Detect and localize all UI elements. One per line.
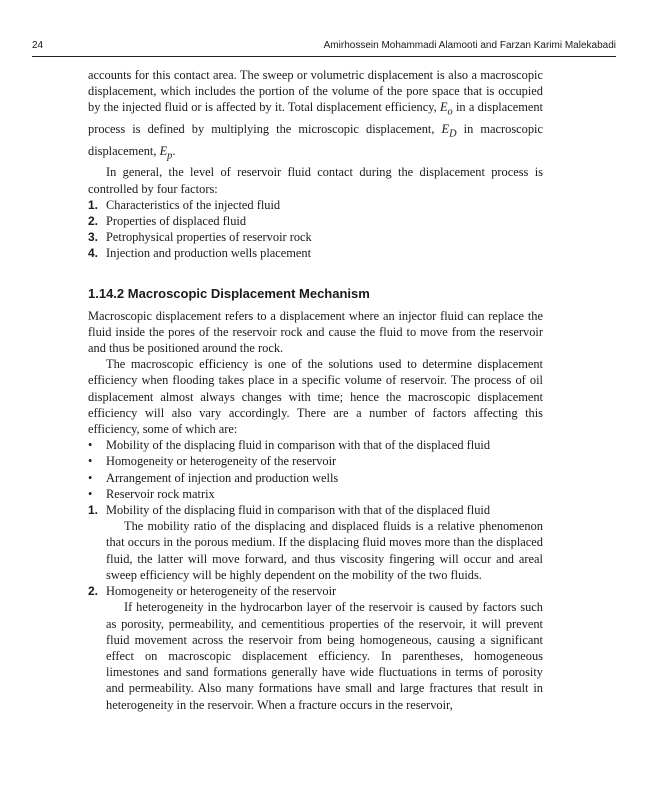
- detail-body: If heterogeneity in the hydrocarbon layer of the reservoir is caused by factors such as porosity, permeability, and cementitious properties of the reservoir, it will prevent fluid movement across the reservoir from being homogeneous, causing a significant effect on macroscopic displacement efficiency. In parentheses, homogeneous limestones and sand formations generally have wide fluctuations in terms of porosity and permeability. Also many formations have small and large fractures that result in heterogeneity in the reservoir. When a fracture occurs in the reservoir,: [106, 600, 543, 712]
- list-item: • Homogeneity or heterogeneity of the reservoir: [88, 454, 337, 469]
- intro-text-1: accounts for this contact area. The sweep or volumetric displacement is also a macroscopic displacement, which includes the portion of the volume of the pore space that is occupied by the injected fluid or is affected by it. Total displacement efficiency,: [88, 68, 543, 115]
- factors-bullet-list: [88, 437, 543, 502]
- details-list: [88, 502, 543, 713]
- intro-text-2: in a displacement process is defined by multiplying the microscopic displacement,: [88, 100, 543, 137]
- symbol-ed: $E_D$: [441, 122, 457, 140]
- detail-body: The mobility ratio of the displacing and displaced fluids is a relative phenomenon that occurs in the porous medium. If the displacing fluid moves more than the displaced fluid, the latter will move forward, and thus viscosity fingering will occur and areal sweep efficiency will be highly dependent on the mobility of the two fluids.: [106, 519, 543, 582]
- list-item: • Mobility of the displacing fluid in comparison with that of the displaced fluid: [88, 438, 491, 453]
- intro-paragraph: accounts for this contact area. The sweep or volumetric displacement is also a macroscopic displacement, which includes the portion of the volume of the pore space that is occupied by the injected fluid or is affected by it. Total displacement efficiency, $E_o$ in a displacement process is defined by multiplying the microscopic displacement, $E_D$ in macroscopic displacement, $E_p$.: [88, 68, 543, 162]
- symbol-ep: $E_p$: [159, 143, 173, 162]
- section-paragraph-1: Macroscopic displacement refers to a displacement where an injector fluid can replace the fluid inside the pores of the reservoir rock and cause the fluid to move from the reservoir and thus be positioned around the rock.: [88, 308, 543, 356]
- intro-text-3: in macroscopic displacement,: [88, 122, 543, 158]
- list-item: 2. Properties of displaced fluid: [88, 214, 247, 229]
- detail-title: Homogeneity or heterogeneity of the reservoir: [106, 584, 337, 599]
- running-head-authors: Amirhossein Mohammadi Alamooti and Farzan Karimi Malekabadi: [323, 40, 616, 51]
- page-body: [88, 67, 543, 713]
- list-item: 3. Petrophysical properties of reservoir rock: [88, 230, 312, 245]
- detail-title: Mobility of the displacing fluid in comparison with that of the displaced fluid: [106, 503, 491, 518]
- running-header: [32, 40, 616, 56]
- list-item: 1. Mobility of the displacing fluid in comparison with that of the displaced fluid The mobility ratio of the displacing and displaced fluids is a relative phenomenon that occurs in the porous medium. If the displacing fluid moves more than the displaced fluid, the latter will move forward, and thus viscosity fingering will occur and areal sweep efficiency will be highly dependent on the mobility of the two fluids.: [88, 503, 543, 582]
- header-rule: [32, 56, 616, 57]
- list-item: 1. Characteristics of the injected fluid: [88, 197, 281, 212]
- section-number: 1.14.2: [88, 285, 125, 301]
- list-item: • Arrangement of injection and production wells: [88, 470, 339, 485]
- section-title: Macroscopic Displacement Mechanism: [127, 285, 370, 301]
- page-number: 24: [32, 40, 44, 51]
- factors-list: [88, 197, 543, 262]
- section-heading: [88, 286, 543, 302]
- factors-lead-paragraph: In general, the level of reservoir fluid contact during the displacement process is controlled by four factors:: [88, 165, 543, 196]
- list-item: • Reservoir rock matrix: [88, 486, 215, 501]
- symbol-eo: $E_o$: [439, 100, 453, 118]
- list-item: 2. Homogeneity or heterogeneity of the reservoir If heterogeneity in the hydrocarbon layer of the reservoir is caused by factors such as porosity, permeability, and cementitious properties of the reservoir, it will prevent fluid movement across the reservoir from being homogeneous, causing a significant effect on macroscopic displacement efficiency. In parentheses, homogeneous limestones and sand formations generally have wide fluctuations in terms of porosity and permeability. Also many formations have small and large fractures that result in heterogeneity in the reservoir. When a fracture occurs in the reservoir,: [88, 584, 543, 712]
- section-paragraph-2: The macroscopic efficiency is one of the solutions used to determine displacement efficiency when flooding takes place in a specific volume of reservoir. The process of oil displacement almost always changes with time; hence the macroscopic displacement efficiency will also vary accordingly. There are a number of factors affecting this efficiency, some of which are:: [88, 357, 543, 437]
- list-item: 4. Injection and production wells placement: [88, 246, 312, 261]
